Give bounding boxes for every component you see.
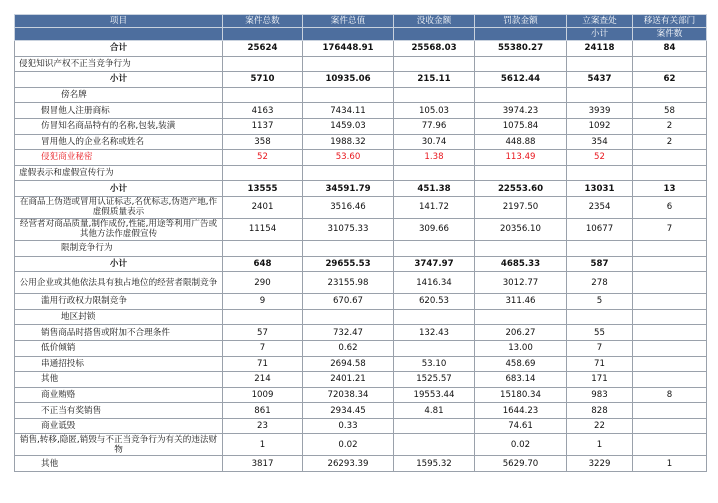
- cell-value: [394, 418, 475, 434]
- cell-value: [475, 309, 567, 325]
- cell-value: 141.72: [394, 196, 475, 218]
- cell-value: [223, 56, 303, 72]
- cell-value: 7: [633, 218, 707, 240]
- cell-value: 648: [223, 256, 303, 272]
- cell-value: 0.02: [475, 434, 567, 456]
- table-row: [15, 309, 707, 325]
- row-label: 冒用他人的企业名称或姓名: [15, 134, 223, 150]
- cell-value: 1525.57: [394, 372, 475, 388]
- cell-value: 2197.50: [475, 196, 567, 218]
- cell-value: 3012.77: [475, 272, 567, 294]
- table-row: [15, 340, 707, 356]
- cell-value: 0.33: [303, 418, 394, 434]
- subheader-cell: 小计: [567, 28, 633, 41]
- cell-value: 3939: [567, 103, 633, 119]
- cell-value: 20356.10: [475, 218, 567, 240]
- cell-value: 53.10: [394, 356, 475, 372]
- cell-value: 451.38: [394, 181, 475, 197]
- cell-value: 7: [223, 340, 303, 356]
- cell-value: 13.00: [475, 340, 567, 356]
- cell-value: [633, 356, 707, 372]
- cell-value: 25568.03: [394, 41, 475, 57]
- cell-value: 24118: [567, 41, 633, 57]
- row-label: 不正当有奖销售: [15, 403, 223, 419]
- statistics-table: [14, 14, 707, 472]
- row-label: 销售,转移,隐匿,销毁与不正当竞争行为有关的违法财物: [15, 434, 223, 456]
- cell-value: 620.53: [394, 294, 475, 310]
- cell-value: [567, 56, 633, 72]
- cell-value: 71: [223, 356, 303, 372]
- row-label: 低价倾销: [15, 340, 223, 356]
- cell-value: 13031: [567, 181, 633, 197]
- table-row: [15, 118, 707, 134]
- cell-value: 7: [567, 340, 633, 356]
- cell-value: [223, 165, 303, 181]
- cell-value: 278: [567, 272, 633, 294]
- row-label: 其他: [15, 372, 223, 388]
- cell-value: 309.66: [394, 218, 475, 240]
- cell-value: [567, 240, 633, 256]
- cell-value: 1092: [567, 118, 633, 134]
- cell-value: 11154: [223, 218, 303, 240]
- cell-value: 2354: [567, 196, 633, 218]
- cell-value: 5612.44: [475, 72, 567, 88]
- table-row: [15, 87, 707, 103]
- cell-value: 0.62: [303, 340, 394, 356]
- cell-value: 13: [633, 181, 707, 197]
- header-cell: 没收金额: [394, 15, 475, 28]
- row-label: 小计: [15, 181, 223, 197]
- header-row: [15, 15, 707, 28]
- cell-value: 176448.91: [303, 41, 394, 57]
- cell-value: 3747.97: [394, 256, 475, 272]
- cell-value: 206.27: [475, 325, 567, 341]
- cell-value: 1075.84: [475, 118, 567, 134]
- row-label: 侵犯知识产权不正当竞争行为: [15, 56, 223, 72]
- cell-value: [475, 240, 567, 256]
- cell-value: 7434.11: [303, 103, 394, 119]
- cell-value: [475, 87, 567, 103]
- cell-value: 5: [567, 294, 633, 310]
- cell-value: 9: [223, 294, 303, 310]
- table-row: [15, 256, 707, 272]
- cell-value: 22553.60: [475, 181, 567, 197]
- subheader-cell: [15, 28, 223, 41]
- cell-value: [303, 240, 394, 256]
- cell-value: 8: [633, 387, 707, 403]
- table-row: [15, 134, 707, 150]
- cell-value: 23155.98: [303, 272, 394, 294]
- cell-value: [394, 87, 475, 103]
- subheader-cell: [223, 28, 303, 41]
- cell-value: [633, 403, 707, 419]
- cell-value: [633, 165, 707, 181]
- cell-value: [633, 56, 707, 72]
- cell-value: 2: [633, 134, 707, 150]
- cell-value: 358: [223, 134, 303, 150]
- cell-value: 105.03: [394, 103, 475, 119]
- cell-value: 983: [567, 387, 633, 403]
- subheader-cell: 案件数: [633, 28, 707, 41]
- header-cell: 案件总数: [223, 15, 303, 28]
- table-body: [15, 41, 707, 472]
- cell-value: [475, 165, 567, 181]
- cell-value: 77.96: [394, 118, 475, 134]
- row-label: 小计: [15, 72, 223, 88]
- cell-value: [633, 325, 707, 341]
- cell-value: 132.43: [394, 325, 475, 341]
- cell-value: [394, 165, 475, 181]
- cell-value: 171: [567, 372, 633, 388]
- cell-value: [394, 240, 475, 256]
- cell-value: [303, 165, 394, 181]
- table-row: [15, 418, 707, 434]
- row-label: 经营者对商品质量,制作成份,性能,用途等利用广告或其他方法作虚假宣传: [15, 218, 223, 240]
- cell-value: [633, 240, 707, 256]
- row-label: 傍名牌: [15, 87, 223, 103]
- cell-value: 2401.21: [303, 372, 394, 388]
- table-row: [15, 240, 707, 256]
- cell-value: 3229: [567, 456, 633, 472]
- table-row: [15, 41, 707, 57]
- cell-value: 4.81: [394, 403, 475, 419]
- cell-value: [394, 56, 475, 72]
- cell-value: 5710: [223, 72, 303, 88]
- cell-value: [303, 56, 394, 72]
- cell-value: [567, 87, 633, 103]
- cell-value: [475, 56, 567, 72]
- cell-value: [223, 87, 303, 103]
- cell-value: 828: [567, 403, 633, 419]
- cell-value: 1: [567, 434, 633, 456]
- cell-value: [223, 309, 303, 325]
- cell-value: 683.14: [475, 372, 567, 388]
- cell-value: 448.88: [475, 134, 567, 150]
- cell-value: 53.60: [303, 150, 394, 166]
- row-label: 仿冒知名商品特有的名称,包装,装潢: [15, 118, 223, 134]
- cell-value: 4163: [223, 103, 303, 119]
- cell-value: 10677: [567, 218, 633, 240]
- cell-value: 52: [567, 150, 633, 166]
- row-label: 串通招投标: [15, 356, 223, 372]
- header-cell: 项目: [15, 15, 223, 28]
- subheader-cell: [303, 28, 394, 41]
- cell-value: 10935.06: [303, 72, 394, 88]
- table-row: [15, 403, 707, 419]
- cell-value: 29655.53: [303, 256, 394, 272]
- row-label: 公用企业或其他依法具有独占地位的经营者限制竞争: [15, 272, 223, 294]
- table-row: [15, 387, 707, 403]
- cell-value: 311.46: [475, 294, 567, 310]
- cell-value: [633, 434, 707, 456]
- cell-value: [633, 256, 707, 272]
- table-row: [15, 103, 707, 119]
- row-label: 合计: [15, 41, 223, 57]
- cell-value: 290: [223, 272, 303, 294]
- cell-value: 22: [567, 418, 633, 434]
- cell-value: 15180.34: [475, 387, 567, 403]
- cell-value: 72038.34: [303, 387, 394, 403]
- cell-value: 3516.46: [303, 196, 394, 218]
- table-row: [15, 272, 707, 294]
- cell-value: 74.61: [475, 418, 567, 434]
- cell-value: 62: [633, 72, 707, 88]
- cell-value: 55380.27: [475, 41, 567, 57]
- cell-value: [303, 87, 394, 103]
- cell-value: 25624: [223, 41, 303, 57]
- table-row: [15, 294, 707, 310]
- cell-value: 19553.44: [394, 387, 475, 403]
- cell-value: 2934.45: [303, 403, 394, 419]
- cell-value: 861: [223, 403, 303, 419]
- cell-value: 34591.79: [303, 181, 394, 197]
- table-row: [15, 165, 707, 181]
- table-row: [15, 325, 707, 341]
- cell-value: 2: [633, 118, 707, 134]
- cell-value: 1988.32: [303, 134, 394, 150]
- subheader-cell: [394, 28, 475, 41]
- cell-value: [633, 309, 707, 325]
- cell-value: [567, 309, 633, 325]
- cell-value: [394, 340, 475, 356]
- subheader-row: [15, 28, 707, 41]
- cell-value: 1.38: [394, 150, 475, 166]
- row-label: 其他: [15, 456, 223, 472]
- cell-value: 3817: [223, 456, 303, 472]
- cell-value: 2694.58: [303, 356, 394, 372]
- cell-value: 113.49: [475, 150, 567, 166]
- row-label: 侵犯商业秘密: [15, 150, 223, 166]
- table-row: [15, 372, 707, 388]
- cell-value: 1: [633, 456, 707, 472]
- cell-value: [633, 418, 707, 434]
- cell-value: [567, 165, 633, 181]
- cell-value: [633, 87, 707, 103]
- header-cell: 移送有关部门: [633, 15, 707, 28]
- cell-value: 71: [567, 356, 633, 372]
- cell-value: 214: [223, 372, 303, 388]
- cell-value: 1416.34: [394, 272, 475, 294]
- cell-value: 31075.33: [303, 218, 394, 240]
- cell-value: 55: [567, 325, 633, 341]
- row-label: 商业诋毁: [15, 418, 223, 434]
- cell-value: 52: [223, 150, 303, 166]
- cell-value: 1137: [223, 118, 303, 134]
- cell-value: 30.74: [394, 134, 475, 150]
- row-label: 地区封锁: [15, 309, 223, 325]
- row-label: 滥用行政权力限制竞争: [15, 294, 223, 310]
- cell-value: [303, 309, 394, 325]
- cell-value: [223, 240, 303, 256]
- cell-value: 732.47: [303, 325, 394, 341]
- cell-value: [633, 150, 707, 166]
- cell-value: [394, 309, 475, 325]
- row-label: 商业贿赂: [15, 387, 223, 403]
- table-row: [15, 56, 707, 72]
- cell-value: 1459.03: [303, 118, 394, 134]
- cell-value: [633, 340, 707, 356]
- row-label: 小计: [15, 256, 223, 272]
- table-row: [15, 356, 707, 372]
- cell-value: 1009: [223, 387, 303, 403]
- table-row: [15, 150, 707, 166]
- cell-value: 23: [223, 418, 303, 434]
- table-row: [15, 434, 707, 456]
- table-row: [15, 196, 707, 218]
- row-label: 在商品上伪造或冒用认证标志,名优标志,伪造产地,作虚假质量表示: [15, 196, 223, 218]
- cell-value: 5437: [567, 72, 633, 88]
- cell-value: 354: [567, 134, 633, 150]
- cell-value: 1595.32: [394, 456, 475, 472]
- cell-value: 1: [223, 434, 303, 456]
- cell-value: 2401: [223, 196, 303, 218]
- cell-value: 84: [633, 41, 707, 57]
- row-label: 虚假表示和虚假宣传行为: [15, 165, 223, 181]
- cell-value: 587: [567, 256, 633, 272]
- table-row: [15, 181, 707, 197]
- row-label: 假冒他人注册商标: [15, 103, 223, 119]
- row-label: 限制竞争行为: [15, 240, 223, 256]
- cell-value: 0.02: [303, 434, 394, 456]
- cell-value: 215.11: [394, 72, 475, 88]
- header-cell: 罚款金额: [475, 15, 567, 28]
- table-row: [15, 72, 707, 88]
- cell-value: 3974.23: [475, 103, 567, 119]
- cell-value: [394, 434, 475, 456]
- cell-value: 57: [223, 325, 303, 341]
- table-row: [15, 218, 707, 240]
- cell-value: 670.67: [303, 294, 394, 310]
- cell-value: 6: [633, 196, 707, 218]
- cell-value: [633, 372, 707, 388]
- cell-value: 4685.33: [475, 256, 567, 272]
- header-cell: 立案查处: [567, 15, 633, 28]
- cell-value: 5629.70: [475, 456, 567, 472]
- cell-value: [633, 272, 707, 294]
- table-row: [15, 456, 707, 472]
- header-cell: 案件总值: [303, 15, 394, 28]
- subheader-cell: [475, 28, 567, 41]
- row-label: 销售商品时搭售或附加不合理条件: [15, 325, 223, 341]
- cell-value: 58: [633, 103, 707, 119]
- cell-value: 13555: [223, 181, 303, 197]
- cell-value: [633, 294, 707, 310]
- cell-value: 1644.23: [475, 403, 567, 419]
- cell-value: 26293.39: [303, 456, 394, 472]
- cell-value: 458.69: [475, 356, 567, 372]
